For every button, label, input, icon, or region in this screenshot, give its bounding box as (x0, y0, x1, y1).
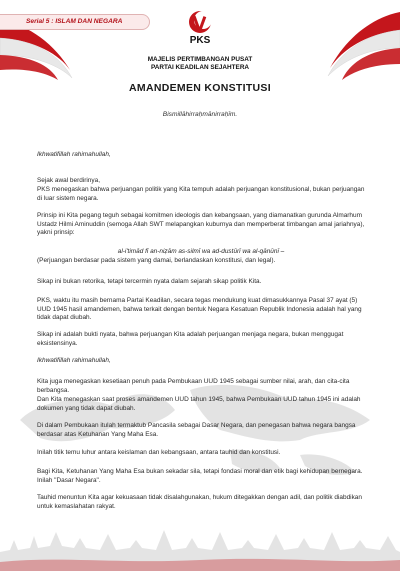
paragraph-1: Sejak awal berdirinya, (37, 177, 100, 184)
motto-translation: (Perjuangan berdasar pada sistem yang damai, berlandaskan konstitusi, dan legal). (37, 257, 276, 264)
greeting-1: Ikhwatifillah rahimahullah, (37, 151, 111, 158)
paragraph-6b: Dan Kita menegaskan saat proses amandemen UUD tahun 1945, bahwa Pembukaan UUD tahun 1945 ini adalah dokumen yang tidak dapat diubah. (37, 396, 361, 412)
paragraph-1b: PKS menegaskan bahwa perjuangan politik yang Kita tempuh adalah perjuangan konstitusional, bukan perjuangan di luar sistem negara. (37, 186, 365, 202)
paragraph-7: Di dalam Pembukaan itulah termaktub Pancasila sebagai Dasar Negara, dan penegasan bahwa negara bangsa berdasar atas Ketuhanan Yang Maha Esa. (37, 422, 356, 438)
motto-arabic (37, 248, 365, 257)
paragraph-5: Sikap ini adalah bukti nyata, bahwa perjuangan Kita adalah perjuangan menjaga negara, bukan menggugat eksistensinya. (37, 331, 344, 347)
org-line-2: PARTAI KEADILAN SEJAHTERA (150, 64, 250, 71)
org-line-1: MAJELIS PERTIMBANGAN PUSAT (147, 56, 253, 63)
bismillah: Bismillāhirraḥmānirraḥīm. (162, 111, 238, 118)
paragraph-3: Sikap ini bukan retorika, tetapi tercermin nyata dalam sejarah sikap politik Kita. (37, 278, 262, 285)
paragraph-6: Kita juga menegaskan kesetiaan penuh pada Pembukaan UUD 1945 sebagai sumber nilai, arah, dan cita-cita berbangsa. (37, 378, 350, 394)
pks-crescent-icon (170, 10, 230, 46)
paragraph-4: PKS, waktu itu masih bernama Partai Keadilan, secara tegas mendukung kuat dimasukkannya Pasal 37 ayat (5) UUD 1945 hasil amandemen, bahwa terkait dengan bentuk Negara Kesatuan Republik Indonesia adalah hal yang tidak dapat diubah. (37, 297, 362, 322)
right-ribbon-decoration (300, 0, 400, 95)
paragraph-10: Tauhid menuntun Kita agar kekuasaan tidak disalahgunakan, hukum ditegakkan dengan adil, dan politik diabdikan untuk kemaslahatan rakyat. (37, 494, 362, 510)
motto-text: al-i'timād fī an-niẓām as-silmī wa ad-dustūrī wa al-qānūnī – (117, 248, 285, 255)
greeting-2: Ikhwatifillah rahimahullah, (37, 357, 111, 364)
paragraph-8: Inilah titik temu luhur antara keislaman dan kebangsaan, antara tauhid dan konstitusi. (37, 449, 281, 456)
pks-logo (170, 10, 230, 46)
document-title: AMANDEMEN KONSTITUSI (129, 82, 271, 94)
paragraph-9: Bagi Kita, Ketuhanan Yang Maha Esa bukan sekadar sila, tetapi fondasi moral dan etik bagi kehidupan bernegara. Inilah "Dasar Negara". (37, 468, 363, 484)
footer-skyline-decoration (0, 512, 400, 571)
paragraph-2: Prinsip ini Kita pegang teguh sebagai komitmen ideologis dan kebangsaan, yang diamanatkan gurunda Almarhum Ustadz Hilmi Aminuddin (semoga Allah SWT melapangkan kuburnya dan memperberat timbangan amal jariahnya), yakni prinsip: (37, 212, 365, 237)
logo-text: PKS (189, 35, 211, 46)
series-badge: Serial 5 : ISLAM DAN NEGARA (0, 14, 150, 30)
